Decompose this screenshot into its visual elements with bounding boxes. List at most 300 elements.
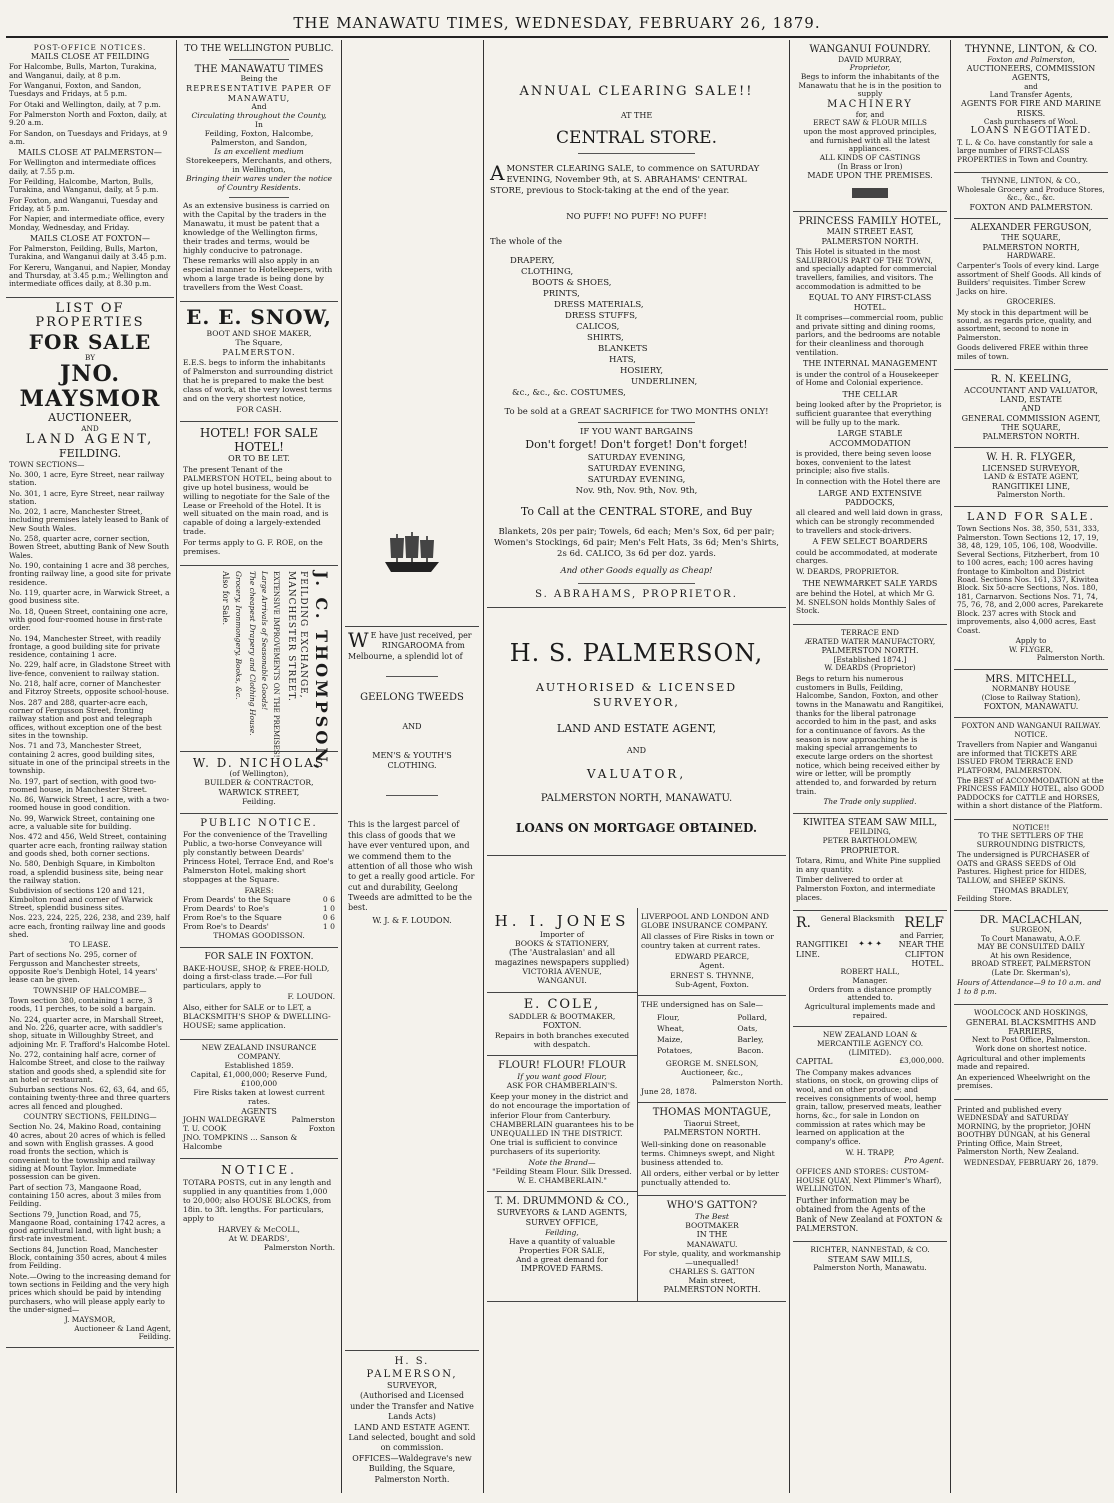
fw-body2: The BEST of ACCOMMODATION at the PRINCESS FAMILY HOTEL, also GOOD PADDOCKS for CATTLE and HORSES, within a short distance of the Platform. (957, 776, 1105, 811)
flour-advert (487, 1056, 637, 1192)
nt-town: Feilding Store. (957, 894, 1012, 904)
lfs-body: Town Sections Nos. 38, 350, 531, 333, Palmerston. Town Sections 12, 17, 19, 38, 48, 129, 105, 106, 108, Woodville. Several Sections, Fitzherbert, from 10 to 100 acres, each; 100 acres having frontage to Kimbolton and District Road. Sections Nos. 161, 337, Kiwitea Block. Six 50-acre Sections, Nos. 180, 181, Carnarvon. Sections Nos. 71, 74, 75, 76, 78, and 2,000 acres, Parekarete Block. 237 acres with Stock and improvements, also 4,000 acres, East Coast. (957, 524, 1104, 635)
fares-sign: THOMAS GOODISSON. (213, 930, 305, 940)
rk-square: THE SQUARE, (1001, 422, 1061, 432)
post-office-notices (6, 40, 174, 298)
recv-ship: RINGAROOMA from (381, 641, 465, 651)
goods-item: CALICOS, (576, 321, 620, 332)
notice-head: NOTICE. (221, 1163, 297, 1178)
flour-body: Keep your money in the district and do not encourage the importation of inferior Flour from Canterbury. CHAMBERLAIN guarantees his to be UNEQUALLED IN THE DISTRICT. One trial is sufficient to convince purchasers of its superiority. (490, 1092, 634, 1156)
representative-label: REPRESENTATIVE PAPER OF MANAWATU, (186, 84, 332, 103)
hotel-sub: OR TO BE LET. (228, 454, 290, 464)
recv-sign: W. J. & F. LOUDON. (372, 915, 452, 925)
para-2: These remarks will also apply in an especial manner to Hotelkeepers, with whom a large trade is being done by travellers from the West Coast. (183, 256, 333, 293)
rh-black: General Blacksmith (820, 914, 895, 924)
tl-body: T. L. & Co. have constantly for sale a large number of FIRST-CLASS PROPERTIES in Town and Country. (957, 137, 1093, 164)
rn-head: RICHTER, NANNESTAD, & CO. (810, 1245, 930, 1255)
hsp-small-offices: OFFICES—Waldegrave's new Building, the Square, Palmerston North. (352, 1453, 472, 1484)
rk-role: ACCOUNTANT AND VALUATOR, (964, 385, 1098, 395)
totara-notice-advert (180, 1159, 338, 1259)
whole-of: The whole of the (490, 236, 563, 247)
foxton-also: Also, either for SALE or to LET, a BLACKSMITH'S SHOP & DWELLING-HOUSE; same application. (183, 1003, 331, 1031)
rh-name: ROBERT HALL, (840, 967, 900, 977)
hsp-small-land: Land selected, bought and sold on commission. (348, 1432, 476, 1453)
township-item: Suburban sections Nos. 62, 63, 64, and 65, containing twenty-three and three quarters acres all fenced and ploughed. (9, 1085, 171, 1111)
hij-town: WANGANUI. (537, 976, 587, 986)
goods-item: DRESS MATERIALS, (554, 299, 644, 310)
hsp-small-auth: (Authorised and Licensed under the Transfer and Native Lands Acts) (350, 1391, 474, 1422)
tmd-town: Feilding, (545, 1227, 579, 1237)
af-head: ALEXANDER FERGUSON, (970, 222, 1092, 233)
country-list (9, 1123, 171, 1314)
nz-capital: Capital, £1,000,000; Reserve Fund, £100,000 (190, 1070, 328, 1089)
gatton-head: WHO'S GATTON? (666, 1200, 758, 1212)
agent-row (183, 1134, 335, 1152)
column-rule (483, 40, 484, 1493)
nz-est: Established 1859. (224, 1061, 294, 1071)
mens-clothing: MEN'S & YOUTH'S CLOTHING. (372, 750, 452, 770)
dm-consult: MAY BE CONSULTED DAILY (977, 942, 1085, 952)
kw-prop: PROPRIETOR. (840, 845, 900, 855)
sale-head: THE undersigned has on Sale— (641, 999, 764, 1009)
lpool-agent-role: Agent. (699, 961, 725, 971)
pfh-conn: In connection with the Hotel there are (796, 476, 941, 486)
sale-good: Bacon. (737, 1046, 764, 1056)
nt-settlers: TO THE SETTLERS OF THE SURROUNDING DISTRICTS, (976, 831, 1086, 849)
nzl-head: NEW ZEALAND LOAN & MERCANTILE AGENCY CO. (LIMITED). (816, 1030, 924, 1057)
po-line: For Wanganui, Foxton, and Sandon, Tuesdays and Fridays, at 5 p.m. (9, 81, 142, 99)
cole-name: E. COLE, (523, 996, 601, 1012)
fw-body: Travellers from Napier and Wanganui are informed that TICKETS ARE ISSUED FROM TERRACE END PLATFORM, PALMERSTON. (957, 740, 1098, 775)
af-body: Carpenter's Tools of every kind. Large assortment of Shelf Goods. All kinds of Builders' requisites. Timber Screw Jacks on hire. (957, 261, 1101, 296)
lower-left (487, 908, 638, 1301)
gatton-man: MANAWATU. (686, 1239, 738, 1249)
af-hardware: HARDWARE. (1006, 250, 1056, 260)
jct-also: Also for Sale. (221, 571, 230, 626)
tl-land: Land Transfer Agents, (989, 90, 1073, 100)
tm-orders: All orders, either verbal or by letter punctually attended to. (641, 1168, 780, 1187)
property-item: No. 218, half acre, corner of Manchester and Fitzroy Streets, opposite school-house. (9, 679, 169, 697)
recv-from: Melbourne, a splendid lot of (348, 651, 463, 661)
af-body2: My stock in this department will be sound, as regards price, quality, and assortment, second to none in Palmerston. (957, 307, 1092, 342)
pfh-boarders: A FEW SELECT BOARDERS (812, 537, 928, 547)
wf-upon: upon the most approved principles, and furnished with all the latest appliances. (803, 126, 937, 154)
hij-avenue: VICTORIA AVENUE, (522, 967, 602, 977)
hotel-body: The present Tenant of the PALMERSTON HOTEL, being about to give up hotel business, would be willing to negotiate for the Sale of the Lease or Freehold of the Hotel. It is well situated on the main road, and is capable of doing a largely-extended trade. (183, 464, 332, 537)
public-notice-head: PUBLIC NOTICE. (200, 817, 318, 829)
list-title: LIST OF PROPERTIES (35, 300, 145, 331)
wdn-street: WARWICK STREET, (218, 788, 300, 798)
sale-sign: GEORGE M. SNELSON, (665, 1059, 759, 1069)
ees-advert (180, 302, 338, 422)
pfh-cellar-body: being looked after by the Proprietor, is sufficient guarantee that everything will be fully up to the mark. (796, 400, 942, 427)
tl-head: THYNNE, LINTON, & CO. (964, 44, 1098, 55)
pfh-equal: EQUAL TO ANY FIRST-CLASS HOTEL. (808, 293, 932, 312)
foxton-sign: F. LOUDON. (287, 992, 335, 1002)
storekeepers-label: Storekeepers, Merchants, and others, in Wellington, (185, 155, 333, 174)
rk-head: R. N. KEELING, (990, 374, 1072, 386)
nz-insurance-advert (180, 1040, 338, 1159)
dm-head: DR. MACLACHLAN, (979, 914, 1083, 926)
po-list-feilding (9, 63, 171, 146)
kw-head: KIWITEA STEAM SAW MILL, (802, 817, 938, 828)
rh-near: NEAR THE CLIFTON HOTEL. (898, 940, 944, 969)
township-item: No. 272, containing half acre, corner of Halcombe Street, and close to the railway station and goods shed, a splendid site for an hotel or restaurant. (9, 1049, 166, 1084)
mm-close: (Close to Railway Station), (981, 692, 1081, 702)
nov-dates: Nov. 9th, Nov. 9th, Nov. 9th, (575, 485, 698, 496)
af-square: THE SQUARE, (1001, 233, 1061, 243)
call-at: To Call at the CENTRAL STORE, and Buy (520, 504, 753, 518)
recv-head: WE have just received, per (348, 628, 472, 652)
nz-head: NEW ZEALAND INSURANCE COMPANY. (201, 1043, 317, 1062)
gatton-in: IN THE (696, 1230, 728, 1240)
agent-place: Palmerston (291, 1115, 335, 1125)
sale-good: Wheat, (657, 1024, 685, 1034)
tl-role: AUCTIONEERS, COMMISSION AGENTS, (966, 64, 1096, 83)
nt-body: The undersigned is PURCHASER of OATS and GRASS SEEDS of Old Pastures. Highest price for HIDES, TALLOW, and SHEEP SKINS. (957, 850, 1090, 885)
tl-and: and (1024, 81, 1038, 91)
wf-name: DAVID MURRAY, (838, 54, 902, 64)
dm-role: SURGEON, (1009, 925, 1053, 935)
geelong-heading: GEELONG TWEEDS (360, 692, 464, 704)
sale-good: Pollard, (737, 1012, 767, 1022)
po-line: For Palmerston North and Foxton, daily, at 9.20 a.m. (9, 109, 167, 128)
wdn-trade: BUILDER & CONTRACTOR, (204, 778, 314, 788)
ny-head: THE NEWMARKET SALE YARDS (802, 578, 938, 588)
mails-close-foxton: MAILS CLOSE AT FOXTON— (29, 233, 151, 243)
fares-title: FARES: (244, 886, 274, 896)
column-6 (954, 40, 1108, 1493)
property-item: Nos. 223, 224, 225, 226, 238, and 239, half acre each, fronting railway line and goods shed. (9, 913, 170, 939)
goods-item: DRAPERY, (510, 255, 555, 266)
jct-improve: EXTENSIVE IMPROVEMENTS ON THE PREMISES! (272, 571, 280, 758)
lpool-agent: EDWARD PEARCE, (674, 952, 750, 962)
rh-r: R. (796, 915, 811, 932)
ees-square: The Square, (235, 337, 283, 347)
maysmor-name: JNO. MAYSMOR (19, 361, 161, 413)
property-item: No. 197, part of section, with good two-roomed house, in Manchester Street. (9, 776, 157, 794)
tl2-head: THYNNE, LINTON, & CO., (981, 176, 1081, 186)
property-item: No. 580, Denbigh Square, in Kimbolton road, a splendid business site, being near the railway station. (9, 859, 164, 885)
sale-good: Potatoes, (657, 1046, 693, 1056)
kw-body: Totara, Rimu, and White Pine supplied in any quantity. (796, 856, 941, 874)
wh2-role: GENERAL BLACKSMITHS AND FARRIERS, (965, 1017, 1097, 1036)
sale-left (657, 1011, 692, 1057)
rh-relf: RELF (904, 915, 944, 932)
cole-repairs: Repairs in both branches executed with despatch. (494, 1030, 630, 1049)
pfh-paddocks-body: all cleared and well laid down in grass, which can be strongly recommended to travellers and stock-drivers. (796, 508, 943, 535)
foxton-sale-advert (180, 948, 338, 1040)
column-rule (341, 40, 342, 1493)
public-notice-body: For the convenience of the Travelling Public, a two-horse Conveyance will ply constantly between Deards' Princess Hotel, Terrace End, and Roe's Palmerston Hotel, making short stoppages at the Square. (183, 830, 334, 885)
hotel-for-sale-advert (180, 422, 338, 566)
pfh-paddocks: LARGE AND EXTENSIVE PADDOCKS, (818, 488, 922, 507)
lfs-sign: W. FLYGER, (1008, 644, 1054, 654)
nzl-further: Further information may be obtained from the Agents of the Bank of New Zealand at FOXTON & PALMERSTON. (796, 1195, 943, 1233)
property-item: No. 229, half acre, in Gladstone Street with live-fence, convenient to railway station. (9, 660, 171, 678)
goods-item: CLOTHING, (521, 266, 574, 277)
te-body: Begs to return his numerous customers in Bulls, Feilding, Halcombe, Sandon, Foxton, and other towns in the Manawatu and Rangitikei, thanks for the liberal patronage accorded to him in the past, and asks for a continuance of favors. As the season is now approaching he is making special arrangements to execute large orders on the shortest notice, which being received either by wire or letter, will be promptly attended to, and forwarded by return train. (796, 673, 944, 796)
lpool-body: All classes of Fire Risks in town or country taken at current rates. (641, 932, 774, 951)
to-public: TO THE WELLINGTON PUBLIC. (184, 44, 334, 54)
goods-item: BOOTS & SHOES, (532, 277, 612, 288)
tmd-name: T. M. DRUMMOND & CO., (494, 1196, 630, 1208)
gatton-body: For style, quality, and workmanship—unequalled! (643, 1248, 781, 1268)
hsp-big-advert (487, 608, 786, 856)
gatton-sign: CHARLES S. GATTON (669, 1267, 755, 1277)
te-head: TERRACE END (841, 627, 899, 637)
maclachlan-advert (954, 911, 1108, 1005)
tm-town: PALMERSTON NORTH. (663, 1127, 761, 1137)
wf-made: MADE UPON THE PREMISES. (807, 171, 933, 181)
property-item: No. 119, quarter acre, in Warwick Street, a good business site. (9, 587, 170, 606)
te-town: PALMERSTON NORTH. (821, 646, 919, 656)
hsp-big-name: H. S. PALMERSON, (509, 639, 764, 668)
tl-towns: Foxton and Palmerston, (987, 54, 1075, 64)
feilding-label: FEILDING. (59, 447, 121, 461)
sale-good: Oats, (737, 1024, 758, 1034)
wf-mach: MACHINERY (827, 98, 913, 110)
wf-for: for, and (855, 109, 885, 119)
jct-cheap: The cheapest Drapery and Clothing House. (248, 571, 257, 736)
relf-advert (793, 911, 947, 1027)
wh2-exp: An experienced Wheelwright on the premises. (957, 1072, 1091, 1091)
lease-item: Part of sections No. 295, corner of Fergusson and Manchester streets, opposite Roe's Denbigh Hotel, 14 years' lease can be given. (9, 950, 158, 985)
montague-advert (638, 1103, 786, 1196)
fare-price: 0 6 (322, 895, 335, 905)
pfh-internal-body: is under the control of a Housekeeper of Home and Colonial experience. (796, 369, 939, 388)
wh2-head: WOOLCOCK AND HOSKINGS, (973, 1008, 1088, 1018)
saturday-3: SATURDAY EVENING, (587, 474, 686, 485)
property-item: No. 258, quarter acre, corner section, Bowen Street, abutting Bank of New South Wales. (9, 534, 170, 560)
township-list (9, 997, 171, 1111)
abrahams-prop: S. ABRAHAMS, PROPRIETOR. (535, 589, 738, 601)
column-rule (950, 40, 951, 1493)
po-list-foxton (9, 245, 171, 289)
property-item: No. 86, Warwick Street, 1 acre, with a two-roomed house in good condition. (9, 795, 170, 813)
tmd-office: SURVEY OFFICE, (525, 1217, 599, 1227)
nzl-offices: OFFICES AND STORES: CUSTOM-HOUSE QUAY, Next Plimmer's Wharf), WELLINGTON. (796, 1166, 942, 1194)
wh-head: W. H. R. FLYGER, (986, 452, 1076, 464)
column-3 (345, 40, 479, 1493)
recv-body: This is the largest parcel of this class of goods that we have ever ventured upon, and we commend them to the attention of all those who wish to get a really good article. For cut and durability, Geelong Tweeds are admitted to be the best. (348, 820, 475, 913)
aerated-water-advert (793, 625, 947, 814)
medium-label: Is an excellent medium (214, 147, 304, 156)
af-town: PALMERSTON NORTH, (982, 242, 1080, 252)
tmd-role: SURVEYORS & LAND AGENTS, (496, 1208, 628, 1218)
nt-sign: THOMAS BRADLEY, (993, 885, 1069, 895)
pfh-sign: W. DEARDS, PROPRIETOR. (796, 567, 899, 576)
country-item: Sections 84, Junction Road, Manchester Block, containing 350 acres, about 4 miles from Feilding. (9, 1244, 167, 1271)
public-notice-advert (180, 814, 338, 948)
hsp-small-advert (345, 1350, 479, 1489)
bringing-label: Bringing their wares under the notice of Country Residents. (185, 173, 333, 192)
hsp-small-name: H. S. PALMERSON, (366, 1356, 458, 1380)
fare-route: From Roe's to the Square (183, 913, 282, 923)
nzl-capital: £3,000,000. (899, 1056, 944, 1066)
masthead-rule (6, 36, 1108, 38)
nz-agents: AGENTS (241, 1106, 277, 1116)
property-item: No. 99, Warwick Street, containing one acre, a valuable site for building. (9, 813, 155, 832)
mm-normanby: NORMANBY HOUSE (991, 684, 1071, 694)
po-line: For Halcombe, Bulls, Marton, Turakina, and Wanganui, daily, at 8 p.m. (9, 62, 157, 80)
land-agent-label: LAND AGENT, (25, 432, 155, 448)
fare-price: 1 0 (322, 904, 335, 914)
liverpool-advert (638, 908, 786, 996)
hsp-val: VALUATOR, (586, 766, 687, 781)
monster-sale: AMONSTER CLEARING SALE, to commence on SATURDAY EVENING, November 9th, at S. ABRAHAMS' CENTRAL STORE, previous to Stock-taking at the end of the year. (490, 161, 760, 197)
tm-street: Tiaorui Street, (683, 1118, 741, 1128)
dm-street: BROAD STREET, PALMERSTON (971, 959, 1091, 969)
goods-item: SHIRTS, (587, 332, 624, 343)
property-item: No. 301, 1 acre, Eyre Street, near railway station. (9, 488, 165, 506)
agent-name: T. U. COOK (183, 1124, 227, 1134)
tmd-demand: And a great demand for (516, 1254, 608, 1264)
jct-exchange: FEILDING EXCHANGE, (298, 571, 308, 699)
lpool-sub-role: Sub-Agent, Foxton. (675, 979, 749, 989)
ees-name: E. E. SNOW, (186, 305, 332, 330)
masthead: THE MANAWATU TIMES, WEDNESDAY, FEBRUARY 26, 1879. (293, 14, 821, 32)
gatton-town: PALMERSTON NORTH. (663, 1285, 761, 1295)
no-puff: NO PUFF! NO PUFF! NO PUFF! (566, 211, 707, 222)
country-item: Part of section 73, Mangaone Road, containing 150 acres, about 3 miles from Feilding. (9, 1182, 162, 1209)
jct-grocery: Grocery, Ironmongery, Books, &c. (234, 571, 243, 700)
hij-papers: (The 'Australasian' and all magazines newspapers supplied) (494, 948, 630, 967)
township-item: Town section 380, containing 1 acre, 3 roods, 11 perches, to be sold a bargain. (9, 996, 156, 1014)
agent-place: Foxton (308, 1124, 335, 1134)
fare-route: From Deards' to the Square (183, 895, 291, 905)
nz-fire: Fire Risks taken at lowest current rates. (193, 1087, 325, 1106)
agent-name: JOHN WALDEGRAVE (183, 1115, 266, 1125)
notice-sign: HARVEY & McCOLL, (218, 1225, 300, 1235)
thynne-linton-advert (954, 40, 1108, 173)
wf-erect: ERECT SAW & FLOUR MILLS (813, 118, 927, 128)
pfh-head: PRINCESS FAMILY HOTEL, (798, 215, 942, 227)
relf-place-row (796, 940, 944, 968)
po-line: For Napier, and intermediate office, every Monday, Wednesday, and Friday. (9, 214, 165, 232)
kw-name: PETER BARTHOLOMEW, (822, 835, 918, 845)
lfs-town: Palmerston North. (1036, 653, 1105, 663)
wh2-next: Next to Post Office, Palmerston. (971, 1035, 1091, 1045)
snelson-advert (638, 996, 786, 1103)
lfs-apply: Apply to (1015, 636, 1047, 646)
clearing-sale-advert (487, 40, 786, 608)
township-heading: TOWNSHIP OF HALCOMBE— (33, 985, 147, 995)
hsp-town: PALMERSTON NORTH, MANAWATU. (540, 793, 733, 805)
cole-town: FOXTON. (542, 1021, 582, 1031)
kw-timber: Timber delivered to order at Palmerston Foxton, and intermediate places. (796, 875, 936, 902)
property-item: No. 300, 1 acre, Eyre Street, near railway station. (9, 469, 165, 488)
sale-date: June 28, 1878. (641, 1086, 697, 1096)
bargains: IF YOU WANT BARGAINS (580, 427, 693, 438)
pfh-body: This Hotel is situated in the most SALUBRIOUS PART OF THE TOWN, and specially adapted for commercial travellers, families, and visitors. The accommodation is admitted to be (796, 247, 937, 291)
railway-notice-advert (954, 718, 1108, 820)
nzl-body: The Company makes advances stations, on stock, on growing clips of wool, and on other produce; and receives consignments of wool, hemp grain, tallow, preserved meats, leather horns, &c., for sale in London on commission at rates which may be learned on application at the company's office. (796, 1067, 942, 1146)
lpool-sub: ERNEST S. THYNNE, (670, 970, 754, 980)
sacrifice: To be sold at a GREAT SACRIFICE for TWO MONTHS ONLY! (504, 407, 769, 418)
auctioneer-label: AUCTIONEER, (48, 411, 132, 425)
pfh-body2: It comprises—commercial room, public and private sitting and dining rooms, parlors, and the bedrooms are notable for their cleanliness and thorough ventilation. (796, 313, 944, 357)
nzl-capital-label: CAPITAL (796, 1057, 833, 1067)
post-office-title: POST-OFFICE NOTICES. (33, 43, 147, 52)
dm-late: (Late Dr. Skerman's), (991, 967, 1071, 977)
te-prop: W. DEARDS (Proprietor) (824, 663, 916, 673)
hsp-small-role: SURVEYOR, (387, 1381, 437, 1390)
property-item: No. 202, 1 acre, Manchester Street, including premises lately leased to Bank of New South Wales. (9, 507, 169, 533)
ees-body: E.E.S. begs to inform the inhabitants of Palmerston and surrounding district that he is prepared to make the best class of work, at the very lowest terms and on the very shortest notice, (183, 358, 333, 404)
foundry-advert (793, 40, 947, 212)
rh-rangitikei: RANGITIKEI LINE. (796, 940, 848, 959)
tl-fire: AGENTS FOR FIRE AND MARINE RISKS. (961, 99, 1101, 118)
wh2-work: Work done on shortest notice. (975, 1043, 1087, 1053)
pfh-internal: THE INTERNAL MANAGEMENT (802, 359, 938, 369)
wf-head: WANGANUI FOUNDRY. (809, 44, 931, 55)
lease-list (9, 951, 171, 984)
wf-prop: Proprietor, (849, 63, 891, 73)
property-list (9, 471, 171, 939)
sale-right (737, 1011, 767, 1057)
cole-trade: SADDLER & BOOTMAKER, (508, 1012, 616, 1022)
property-item: No. 190, containing 1 acre and 38 perches, fronting railway line, a good site for private residence. (9, 561, 171, 587)
rh-farrier: and Farrier, (899, 930, 944, 940)
goods-item: DRESS STUFFS, (565, 310, 638, 321)
crest-icon (850, 185, 890, 201)
rk-gen: GENERAL COMMISSION AGENT, (961, 413, 1101, 423)
mails-close-feilding: MAILS CLOSE AT FEILDING (30, 52, 150, 62)
hsp-land: LAND AND ESTATE AGENT, (556, 722, 717, 736)
times-title: THE MANAWATU TIMES (194, 63, 324, 75)
wf-body: Begs to inform the inhabitants of the Manawatu that he is in the position to supply (798, 72, 942, 99)
para-1: As an extensive business is carried on with the Capital by the traders in the Manawatu, it must be patent that a knowledge of the Wellington firms, their trades and terms, would be highly conducive to patronage. (183, 200, 330, 255)
wdn-town: Feilding. (242, 796, 276, 806)
rk-and: AND (1021, 404, 1041, 414)
po-line: For Sandon, on Tuesdays and Fridays, at 9 a.m. (9, 128, 168, 146)
flour-want: If you want good Flour, (517, 1072, 607, 1082)
township-item: No. 224, quarter acre, in Marshall Street, and No. 226, quarter acre, with saddler's shop, situate in Willoughby Street, and adjoining Mr. F. Trafford's Halcombe Hotel. (9, 1014, 171, 1049)
sale-goods (641, 1009, 783, 1059)
jct-street: MANCHESTER STREET. (286, 571, 296, 703)
kiwitea-advert (793, 814, 947, 911)
fares-list (183, 896, 335, 932)
fw-notice: NOTICE. (1014, 729, 1048, 739)
and-label: AND (81, 423, 99, 433)
flyger-advert (954, 448, 1108, 506)
property-item: Nos. 287 and 288, quarter-acre each, corner of Fergusson Street, fronting railway station and post and telegraph offices, without exception one of the best sites in the township. (9, 697, 162, 740)
country-item: Sections 79, Junction Road, and 75, Mangaone Road, containing 1742 acres, a good agricultural land, with light bush; a first-rate investment. (9, 1209, 166, 1244)
annual-sale: ANNUAL CLEARING SALE!! (519, 84, 754, 99)
wellington-public-advert (180, 40, 338, 302)
column-rule (789, 40, 790, 1493)
relf-head-row (796, 915, 944, 931)
property-item: No. 194, Manchester Street, with readily frontage, a good building site for private residence, containing 1 acre. (9, 633, 162, 660)
rh-manager: Manager. (852, 976, 888, 986)
for-sale-heading: FOR SALE (28, 330, 152, 355)
lpool-head: LIVERPOOL AND LONDON AND GLOBE INSURANCE COMPANY. (641, 911, 769, 931)
po-line: For Feilding, Halcombe, Marton, Bulls, Turakina, and Wanganui, daily, at 5 p.m. (9, 176, 159, 195)
fare-price: 1 0 (322, 922, 335, 932)
notice-town: Palmerston North. (263, 1242, 335, 1252)
sale-good: Barley, (737, 1035, 764, 1045)
fare-route: From Roe's to Deards' (183, 922, 269, 932)
flour-brand: "Feilding Steam Flour. Silk Dressed. W. E. CHAMBERLAIN." (492, 1167, 632, 1186)
towns-label: Feilding, Foxton, Halcombe, Palmerston, and Sandon, (204, 129, 314, 148)
nzl-capital-row (796, 1057, 944, 1066)
notice-at: At W. DEARDS', (228, 1234, 290, 1243)
po-line: For Palmerston, Feilding, Bulls, Marton, Turakina, and Wanganui daily at 3.45 p.m. (9, 243, 167, 262)
foxton-body: BAKE-HOUSE, SHOP, & FREE-HOLD, doing a first-class trade.—For full particulars, apply to (183, 963, 330, 991)
flour-note: Note the Brand— (528, 1158, 596, 1168)
woolcock-advert (954, 1005, 1108, 1100)
